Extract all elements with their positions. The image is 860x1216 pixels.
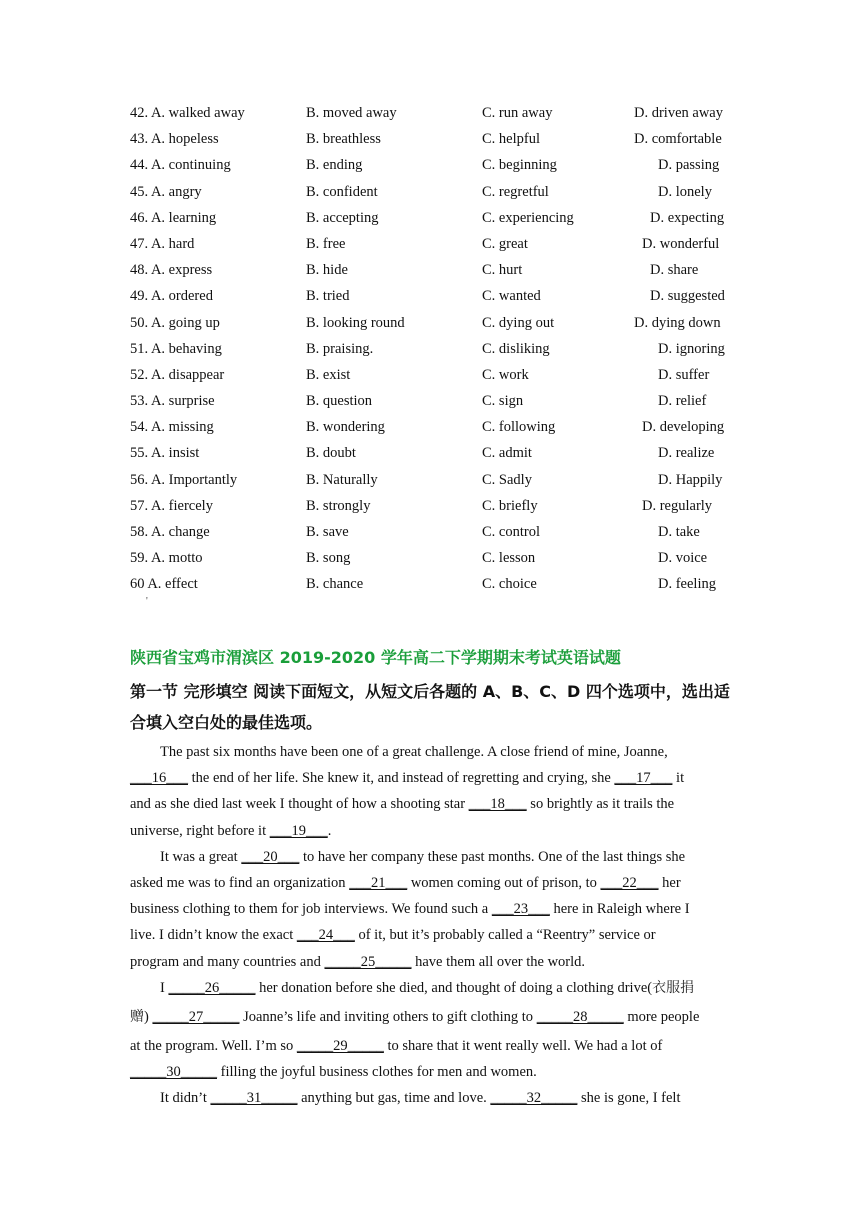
option-d: D. passing <box>658 157 720 174</box>
option-c: C. wanted <box>482 288 541 305</box>
option-d: D. suffer <box>658 366 710 383</box>
blank-22: ___22___ <box>600 874 659 891</box>
passage-line: and as she died last week I thought of how a shooting star ___18___ so brightly as it trails the <box>130 796 675 813</box>
blank-21: ___21___ <box>349 874 408 891</box>
question-row <box>130 314 750 340</box>
option-d: D. regularly <box>642 497 713 514</box>
question-option-a: 54. A. missing <box>130 419 214 436</box>
passage-line: _____30_____ filling the joyful business clothes for men and women. <box>130 1063 537 1080</box>
option-b: B. tried <box>306 288 350 305</box>
cloze-passage <box>130 743 730 1115</box>
option-b: B. free <box>306 235 346 252</box>
option-c: C. beginning <box>482 157 557 174</box>
passage-line: It was a great ___20___ to have her company these past months. One of the last things she <box>160 848 686 865</box>
question-row <box>130 523 750 549</box>
option-d: D. Happily <box>658 471 723 488</box>
question-row <box>130 235 750 261</box>
question-option-a: 57. A. fiercely <box>130 497 213 514</box>
option-c: C. disliking <box>482 340 550 357</box>
question-row <box>130 444 750 470</box>
blank-19: ___19___ <box>269 822 328 839</box>
option-b: B. save <box>306 524 349 540</box>
question-option-a: 47. A. hard <box>130 235 195 252</box>
option-b: B. exist <box>306 366 351 383</box>
option-d: D. lonely <box>658 183 712 200</box>
option-b: B. song <box>306 550 351 567</box>
question-row <box>130 575 750 601</box>
passage-line: program and many countries and _____25_____ have them all over the world. <box>130 953 586 970</box>
passage-line: at the program. Well. I’m so _____29_____ to share that it went really well. We had a lot of <box>130 1037 663 1054</box>
option-c: C. run away <box>482 105 553 121</box>
exam-title: 陕西省宝鸡市渭滨区 2019-2020 学年高二下学期期末考试英语试题 <box>130 648 621 667</box>
option-c: C. dying out <box>482 314 555 331</box>
question-option-a: 60 A. effect <box>130 576 198 593</box>
blank-20: ___20___ <box>241 848 300 865</box>
question-option-a: 53. A. surprise <box>130 393 215 410</box>
blank-28: _____28_____ <box>536 1008 624 1025</box>
option-c: C. sign <box>482 393 524 410</box>
question-option-a: 56. A. Importantly <box>130 471 238 488</box>
question-option-a: 49. A. ordered <box>130 288 213 305</box>
passage-line: I _____26_____ her donation before she died, and thought of doing a clothing drive(衣服捐 <box>160 979 695 996</box>
blank-18: ___18___ <box>468 796 527 813</box>
blank-29: _____29_____ <box>296 1037 384 1054</box>
question-row <box>130 156 750 182</box>
question-row <box>130 287 750 313</box>
question-row <box>130 392 750 418</box>
option-d: D. suggested <box>650 288 725 305</box>
option-d: D. share <box>650 262 699 279</box>
section-instructions: 第一节 完形填空 阅读下面短文，从短文后各题的 A、B、C、D 四个选项中，选出适合填入空白处的最佳选项。 <box>130 682 730 732</box>
option-b: B. praising. <box>306 340 374 357</box>
option-b: B. moved away <box>306 105 397 121</box>
question-row <box>130 209 750 235</box>
question-row <box>130 340 750 366</box>
option-b: B. strongly <box>306 497 371 514</box>
option-c: C. admit <box>482 445 532 462</box>
option-d: D. feeling <box>658 576 716 593</box>
option-c: C. choice <box>482 576 537 593</box>
passage-line: The past six months have been one of a great challenge. A close friend of mine, Joanne, <box>160 744 668 760</box>
option-b: B. question <box>306 393 373 410</box>
option-d: D. dying down <box>634 314 721 331</box>
question-option-a: 55. A. insist <box>130 445 200 462</box>
option-d: D. driven away <box>634 105 723 121</box>
passage-line: It didn’t _____31_____ anything but gas, time and love. _____32_____ she is gone, I felt <box>160 1090 681 1107</box>
question-option-a: 46. A. learning <box>130 209 217 226</box>
option-b: B. looking round <box>306 314 405 331</box>
option-b: B. breathless <box>306 131 381 148</box>
option-d: D. take <box>658 524 700 540</box>
option-b: B. Naturally <box>306 471 378 488</box>
option-d: D. expecting <box>650 209 725 226</box>
question-row <box>130 549 750 575</box>
option-d: D. comfortable <box>634 131 722 148</box>
option-c: C. lesson <box>482 550 536 567</box>
question-option-a: 45. A. angry <box>130 183 202 200</box>
option-d: D. relief <box>658 393 707 410</box>
blank-31: _____31_____ <box>210 1090 298 1107</box>
blank-25: _____25_____ <box>324 953 412 970</box>
option-c: C. hurt <box>482 262 523 279</box>
question-option-a: 44. A. continuing <box>130 157 231 174</box>
option-c: C. work <box>482 366 529 383</box>
blank-24: ___24___ <box>296 927 355 944</box>
question-option-a: 42. A. walked away <box>130 105 245 121</box>
option-c: C. experiencing <box>482 209 574 226</box>
blank-16: ___16___ <box>130 770 188 787</box>
option-b: B. hide <box>306 262 348 279</box>
option-d: D. developing <box>642 419 725 436</box>
blank-30: _____30_____ <box>130 1063 217 1080</box>
option-b: B. wondering <box>306 419 385 436</box>
option-d: D. ignoring <box>658 340 725 357</box>
option-b: B. confident <box>306 183 378 200</box>
question-option-a: 59. A. motto <box>130 550 203 567</box>
question-row <box>130 366 750 392</box>
question-row <box>130 261 750 287</box>
option-b: B. accepting <box>306 209 379 226</box>
blank-27: _____27_____ <box>152 1008 240 1025</box>
question-row <box>130 183 750 209</box>
question-option-a: 51. A. behaving <box>130 340 222 357</box>
question-option-a: 52. A. disappear <box>130 366 225 383</box>
option-b: B. ending <box>306 157 363 174</box>
option-c: C. regretful <box>482 183 549 200</box>
option-c: C. great <box>482 235 528 252</box>
option-d: D. voice <box>658 550 708 567</box>
option-d: D. wonderful <box>642 235 720 252</box>
question-option-a: 58. A. change <box>130 524 210 540</box>
option-d: D. realize <box>658 445 715 462</box>
blank-23: ___23___ <box>491 901 550 918</box>
option-c: C. control <box>482 524 540 540</box>
passage-line: business clothing to them for job interviews. We found such a ___23___ here in Raleigh where I <box>130 901 690 918</box>
passage-line: universe, right before it ___19___. <box>130 822 332 839</box>
blank-17: ___17___ <box>614 770 673 787</box>
question-option-a: 48. A. express <box>130 262 213 279</box>
question-row <box>130 497 750 523</box>
passage-line: asked me was to find an organization ___21___ women coming out of prison, to ___22___ her <box>130 874 681 891</box>
question-row <box>130 104 750 130</box>
option-b: B. chance <box>306 576 364 593</box>
passage-line: ___16___ the end of her life. She knew it, and instead of regretting and crying, she ___17___ it <box>130 770 685 787</box>
question-option-a: 50. A. going up <box>130 314 220 331</box>
option-c: C. Sadly <box>482 471 532 488</box>
question-option-a: 43. A. hopeless <box>130 131 219 148</box>
blank-26: _____26_____ <box>168 979 256 996</box>
passage-line: live. I didn’t know the exact ___24___ of it, but it’s probably called a “Reentry” service or <box>130 927 656 944</box>
passage-line: 赠) _____27_____ Joanne’s life and inviting others to gift clothing to _____28_____ more people <box>130 1008 700 1025</box>
option-c: C. following <box>482 419 556 436</box>
option-c: C. briefly <box>482 497 538 514</box>
blank-32: _____32_____ <box>490 1090 578 1107</box>
question-row <box>130 130 750 156</box>
question-row <box>130 418 750 444</box>
option-b: B. doubt <box>306 445 356 462</box>
options-list <box>130 104 750 602</box>
question-row <box>130 471 750 497</box>
option-c: C. helpful <box>482 131 540 148</box>
stray-mark: ' <box>146 596 148 607</box>
